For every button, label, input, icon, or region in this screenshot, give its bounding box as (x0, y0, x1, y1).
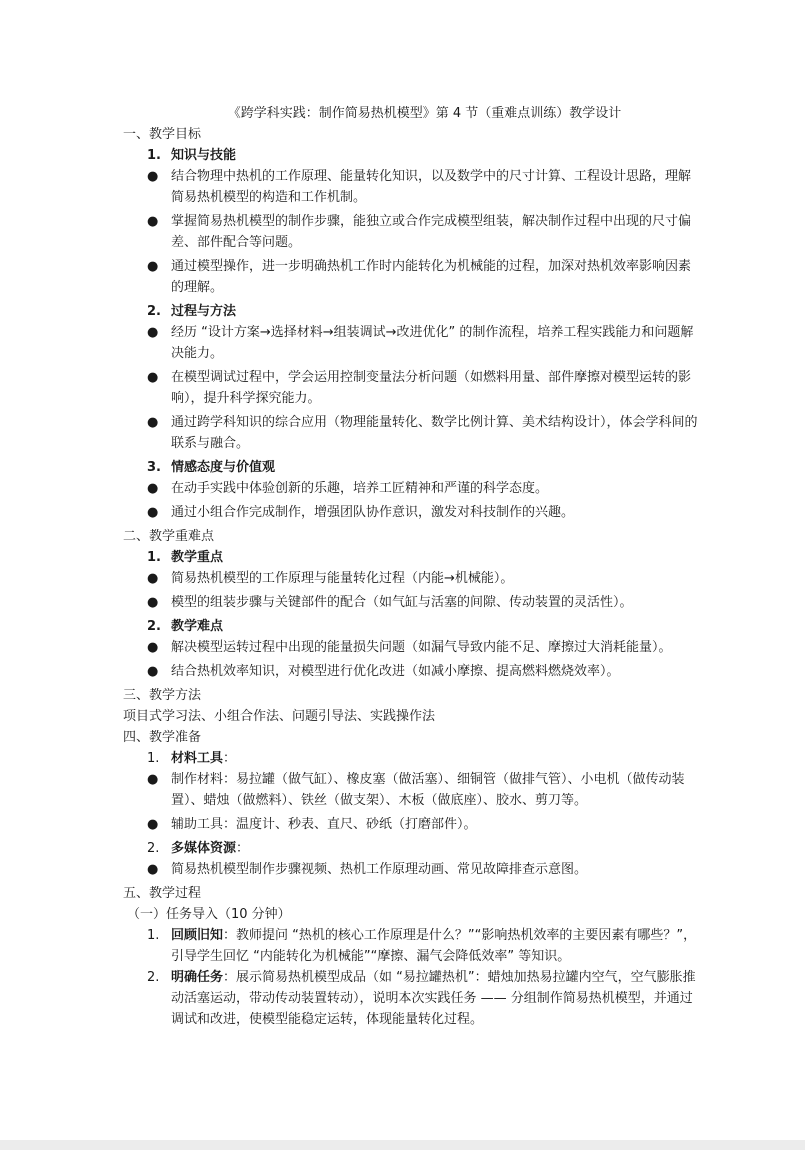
sub-heading: （一）任务导入（10 分钟） (127, 907, 291, 922)
bullet-icon: ● (147, 772, 159, 787)
bullet-icon: ● (147, 505, 159, 520)
numbered-item: 2. 明确任务：展示简易热机模型成品（如 “易拉罐热机”：蜡烛加热易拉罐内空气，空气膨胀推动活塞运动，带动传动装置转动），说明本次实践任务 —— 分组制作简易热机模型，并通过调试和改进，使模型能稳定运转，体现能量转化过程。 (123, 967, 698, 1030)
section-heading: 三、教学方法 (123, 688, 202, 703)
list-item-text: 解决模型运转过程中出现的能量损失问题（如漏气导致内能不足、摩擦过大消耗能量）。 (171, 640, 672, 655)
list-item (123, 661, 698, 682)
bullet-icon: ● (147, 862, 159, 877)
subsection-label: 教学难点 (171, 619, 224, 634)
list-item (123, 211, 698, 253)
bullet-icon: ● (147, 664, 159, 679)
list-item (123, 166, 698, 208)
list-number: 2. (147, 304, 161, 319)
list-number: 1. (147, 550, 161, 565)
bullet-icon: ● (147, 169, 159, 184)
list-item-text: 易拉罐（做气缸）、橡皮塞（做活塞）、细铜管（做排气管）、小电机（做传动装置）、蜡烛（做燃料）、铁丝（做支架）、木板（做底座）、胶水、剪刀等。 (171, 772, 685, 808)
bullet-icon: ● (147, 370, 159, 385)
section-heading: 五、教学过程 (123, 886, 202, 901)
list-item-text: 通过跨学科知识的综合应用（物理能量转化、数学比例计算、美术结构设计），体会学科间的联系与融合。 (171, 415, 698, 451)
subsection-heading (123, 547, 698, 568)
bullet-icon: ● (147, 640, 159, 655)
subsection-heading: 2. 多媒体资源： (123, 838, 698, 859)
bullet-icon: ● (147, 325, 159, 340)
subsection-heading (123, 145, 698, 166)
list-item (123, 859, 698, 880)
section-heading: 四、教学准备 (123, 730, 202, 745)
list-item-text: 通过小组合作完成制作，增强团队协作意识，激发对科技制作的兴趣。 (171, 505, 575, 520)
list-item-text: 结合热机效率知识，对模型进行优化改进（如减小摩擦、提高燃料燃烧效率）。 (171, 664, 620, 679)
subsection-label: 材料工具 (171, 751, 224, 766)
list-item-text: 通过模型操作，进一步明确热机工作时内能转化为机械能的过程，加深对热机效率影响因素的理解。 (171, 259, 692, 295)
item-label: 明确任务 (171, 970, 224, 985)
list-item (123, 502, 698, 523)
list-item (123, 478, 698, 499)
list-item-text: 简易热机模型制作步骤视频、热机工作原理动画、常见故障排查示意图。 (171, 862, 588, 877)
subsection-heading (123, 457, 698, 478)
list-item-text: 掌握简易热机模型的制作步骤，能独立或合作完成模型组装，解决制作过程中出现的尺寸偏差、部件配合等问题。 (171, 214, 692, 250)
document-title: 《跨学科实践：制作简易热机模型》第 4 节（重难点训练）教学设计 (227, 106, 622, 121)
list-number: 1. (147, 751, 160, 766)
list-item: ● 制作材料：易拉罐（做气缸）、橡皮塞（做活塞）、细铜管（做排气管）、小电机（做传动装置）、蜡烛（做燃料）、铁丝（做支架）、木板（做底座）、胶水、剪刀等。 (123, 769, 698, 811)
list-number: 3. (147, 460, 161, 475)
list-item (123, 322, 698, 364)
section-heading: 二、教学重难点 (123, 529, 215, 544)
list-item (123, 592, 698, 613)
list-item (123, 256, 698, 298)
page-bottom-edge (0, 1140, 805, 1150)
document-body (123, 103, 698, 1030)
list-item (123, 637, 698, 658)
subsection-label: 多媒体资源 (171, 841, 237, 856)
section-heading: 一、教学目标 (123, 127, 202, 142)
item-text: 教师提问 “热机的核心工作原理是什么？”“影响热机效率的主要因素有哪些？”，引导学生回忆 “内能转化为机械能”“摩擦、漏气会降低效率” 等知识。 (171, 928, 697, 964)
list-item-label: 辅助工具 (171, 817, 224, 832)
list-item-text: 模型的组装步骤与关键部件的配合（如气缸与活塞的间隙、传动装置的灵活性）。 (171, 595, 633, 610)
paragraph: 项目式学习法、小组合作法、问题引导法、实践操作法 (123, 709, 436, 724)
list-item (123, 367, 698, 409)
list-number: 2. (147, 841, 160, 856)
subsection-heading: 1. 材料工具： (123, 748, 698, 769)
list-number: 2. (147, 970, 160, 985)
list-number: 1. (147, 928, 160, 943)
list-item-text: 温度计、秒表、直尺、砂纸（打磨部件）。 (236, 817, 477, 832)
list-item (123, 412, 698, 454)
list-item-text: 经历 “设计方案→选择材料→组装调试→改进优化” 的制作流程，培养工程实践能力和问题解决能力。 (171, 325, 694, 361)
bullet-icon: ● (147, 571, 159, 586)
list-item-text: 在模型调试过程中，学会运用控制变量法分析问题（如燃料用量、部件摩擦对模型运转的影响），提升科学探究能力。 (171, 370, 692, 406)
list-item-text: 简易热机模型的工作原理与能量转化过程（内能→机械能）。 (171, 571, 514, 586)
item-label: 回顾旧知 (171, 928, 224, 943)
item-text: 展示简易热机模型成品（如 “易拉罐热机”：蜡烛加热易拉罐内空气，空气膨胀推动活塞运动，带动传动装置转动），说明本次实践任务 —— 分组制作简易热机模型，并通过调试和改进，使模型能稳定运转，体现能量转化过程。 (171, 970, 696, 1027)
bullet-icon: ● (147, 259, 159, 274)
list-number: 1. (147, 148, 161, 163)
subsection-label: 情感态度与价值观 (171, 460, 276, 475)
subsection-label: 教学重点 (171, 550, 224, 565)
list-item-text: 结合物理中热机的工作原理、能量转化知识，以及数学中的尺寸计算、工程设计思路，理解简易热机模型的构造和工作机制。 (171, 169, 692, 205)
subsection-label: 知识与技能 (171, 148, 237, 163)
bullet-icon: ● (147, 214, 159, 229)
list-item (123, 568, 698, 589)
bullet-icon: ● (147, 595, 159, 610)
bullet-icon: ● (147, 415, 159, 430)
numbered-item: 1. 回顾旧知：教师提问 “热机的核心工作原理是什么？”“影响热机效率的主要因素有哪些？”，引导学生回忆 “内能转化为机械能”“摩擦、漏气会降低效率” 等知识。 (123, 925, 698, 967)
bullet-icon: ● (147, 817, 159, 832)
bullet-icon: ● (147, 481, 159, 496)
subsection-label: 过程与方法 (171, 304, 237, 319)
list-item-label: 制作材料 (171, 772, 224, 787)
subsection-heading (123, 301, 698, 322)
list-number: 2. (147, 619, 161, 634)
list-item-text: 在动手实践中体验创新的乐趣，培养工匠精神和严谨的科学态度。 (171, 481, 549, 496)
list-item: ● 辅助工具：温度计、秒表、直尺、砂纸（打磨部件）。 (123, 814, 698, 835)
subsection-heading (123, 616, 698, 637)
